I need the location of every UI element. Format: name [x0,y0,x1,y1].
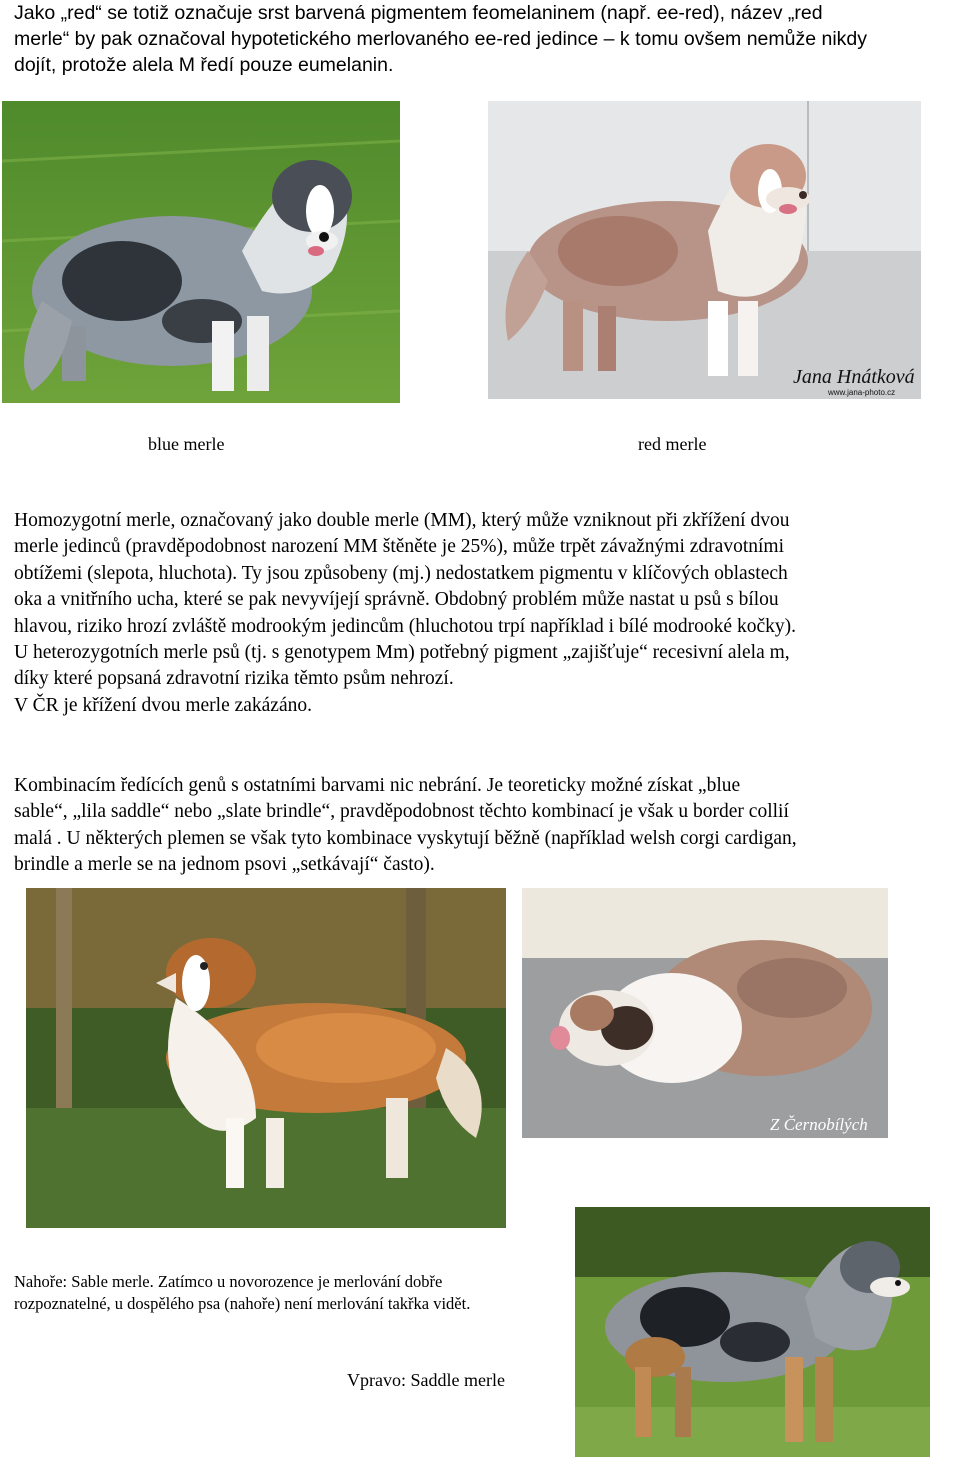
puppy-watermark: Z Černobílých [770,1115,868,1134]
paragraph-line: Homozygotní merle, označovaný jako double merle (MM), který může vzniknout při zkřížení dvou [14,510,790,531]
paragraph-line: brindle a merle se na jednom psovi „setkávají“ často). [14,854,435,876]
paragraph-line: U heterozygotních merle psů (tj. s genotypem Mm) potřebný pigment „zajišťuje“ recesivní alela m, [14,642,790,664]
paragraph-line: V ČR je křížení dvou merle zakázáno. [14,694,312,716]
paragraph-line: merle jedinců (pravděpodobnost narození MM štěněte je 25%), může trpět závažnými zdravotními [14,536,784,558]
red-merle-watermark-name: Jana Hnátková [793,366,915,388]
sable-merle-photo [26,888,506,1228]
blue-merle-photo [2,101,400,403]
paragraph-line: Kombinacím ředících genů s ostatními barvami nic nebrání. Je teoreticky možné získat „blue [14,775,741,796]
red-merle-watermark-url: www.jana-photo.cz [828,388,896,397]
sable-merle-caption [14,1271,574,1315]
paragraph-line: obtížemi (slepota, hluchota). Ty jsou způsobeny (mj.) nedostatkem pigmentu v klíčových oblastech [14,562,788,584]
caption-line: Nahoře: Sable merle. Zatímco u novorozence je merlování dobře [14,1272,443,1291]
paragraph-line: malá . U některých plemen se však tyto kombinace vyskytují běžně (například welsh corgi cardigan, [14,827,797,849]
saddle-merle-photo [575,1207,930,1457]
red-merle-photo [488,101,921,399]
paragraph-line: hlavou, riziko hrozí zvláště modrookým jedincům (hluchotou trpí například i bílé modrooké kočky). [14,615,796,637]
blue-merle-caption: blue merle [148,434,225,454]
intro-paragraph [14,0,944,78]
paragraph-line: díky které popsaná zdravotní rizika těmto psům nehrozí. [14,668,454,690]
saddle-merle-caption: Vpravo: Saddle merle [347,1370,505,1390]
caption-line: rozpoznatelné, u dospělého psa (nahoře) není merlování takřka vidět. [14,1294,471,1313]
paragraph-double-merle [14,508,949,719]
merle-puppy-photo [522,888,888,1138]
intro-line: Jako „red“ se totiž označuje srst barvená pigmentem feomelaninem (např. ee-red), název „red [14,2,823,24]
paragraph-line: oka a vnitřního ucha, které se pak nevyvíjejí správně. Obdobný problém může nastat u psů s bílou [14,589,779,611]
paragraph-combinations [14,773,949,879]
red-merle-caption: red merle [638,434,707,454]
paragraph-line: sable“, „lila saddle“ nebo „slate brindle“, pravděpodobnost těchto kombinací je však u border collií [14,801,789,823]
intro-line: dojít, protože alela M ředí pouze eumelanin. [14,54,394,76]
intro-line: merle“ by pak označoval hypotetického merlovaného ee-red jedince – k tomu ovšem nemůže nikdy [14,28,868,50]
